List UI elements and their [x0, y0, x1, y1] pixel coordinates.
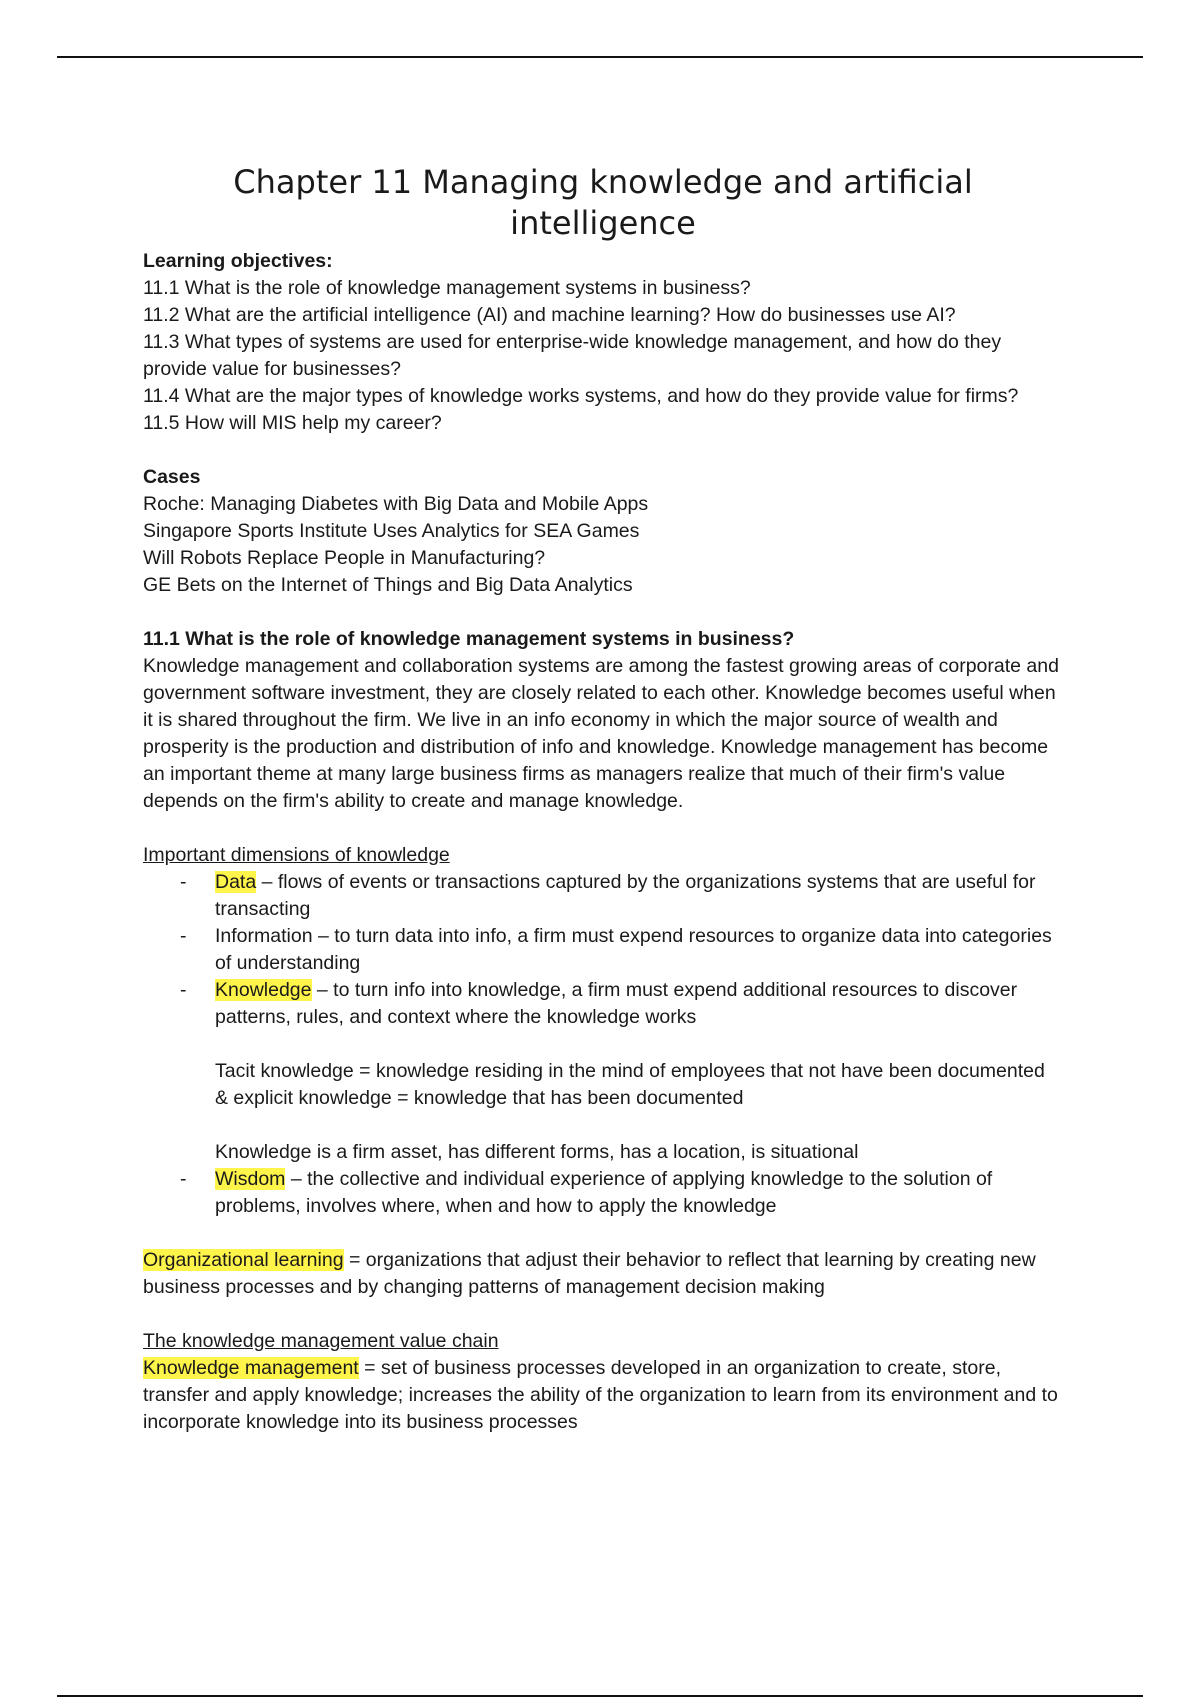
- objective-item: 11.4 What are the major types of knowledge works systems, and how do they provide value for firms?: [143, 385, 1019, 407]
- value-chain-paragraph: [143, 1355, 1063, 1436]
- definition-text: – the collective and individual experience of applying knowledge to the solution of problems, involves where, when and how to apply the knowledge: [215, 1168, 993, 1217]
- definition-text: – to turn info into knowledge, a firm must expend additional resources to discover patterns, rules, and context where the knowledge works: [215, 979, 1018, 1028]
- org-learning-paragraph: [143, 1247, 1063, 1301]
- dash-bullet: -: [180, 925, 187, 947]
- section-paragraph: Knowledge management and collaboration systems are among the fastest growing areas of corporate and government software investment, they are closely related to each other. Knowledge becomes useful when it is shared throughout the firm. We live in an info economy in which the major source of wealth and prosperity is the production and distribution of info and knowledge. Knowledge management has become an important theme at many large business firms as managers realize that much of their firm's value depends on the firm's ability to create and manage knowledge.: [143, 655, 1059, 812]
- case-item: Roche: Managing Diabetes with Big Data and Mobile Apps: [143, 493, 649, 515]
- objective-item: 11.5 How will MIS help my career?: [143, 412, 442, 434]
- case-item: Singapore Sports Institute Uses Analytics for SEA Games: [143, 520, 640, 542]
- wisdom-list: [143, 1166, 1063, 1220]
- dash-bullet: -: [180, 979, 187, 1001]
- list-item: [180, 869, 1063, 923]
- definition-text: – flows of events or transactions captured by the organizations systems that are useful for transacting: [215, 871, 1036, 920]
- highlighted-term: Data: [215, 871, 257, 893]
- tacit-note: Tacit knowledge = knowledge residing in the mind of employees that not have been documented & explicit knowledge = knowledge that has been documented: [215, 1060, 1045, 1109]
- list-item: [180, 977, 1063, 1031]
- dash-bullet: -: [180, 871, 187, 893]
- asset-note: Knowledge is a firm asset, has different forms, has a location, is situational: [215, 1141, 859, 1163]
- top-rule: [57, 56, 1143, 58]
- cases-list: [143, 491, 1063, 599]
- document-page: [143, 162, 1063, 1436]
- case-item: Will Robots Replace People in Manufacturing?: [143, 547, 546, 569]
- objectives-list: [143, 275, 1063, 437]
- definition-text: Information – to turn data into info, a firm must expend resources to organize data into categories of understanding: [215, 925, 1052, 974]
- list-item: [180, 923, 1063, 977]
- objective-item: 11.1 What is the role of knowledge management systems in business?: [143, 277, 751, 299]
- list-item: [180, 1166, 1063, 1220]
- definition-text: = organizations that adjust their behavior to reflect that learning by creating new business processes and by changing patterns of management decision making: [143, 1249, 1036, 1298]
- value-chain-heading: The knowledge management value chain: [143, 1330, 499, 1352]
- definition-text: = set of business processes developed in an organization to create, store, transfer and apply knowledge; increases the ability of the organization to learn from its environment and to incorporate knowledge into its business processes: [143, 1357, 1058, 1433]
- section-heading: 11.1 What is the role of knowledge management systems in business?: [143, 628, 795, 650]
- dimensions-heading: Important dimensions of knowledge: [143, 844, 450, 866]
- cases-heading: Cases: [143, 466, 201, 488]
- objective-item: 11.3 What types of systems are used for enterprise-wide knowledge management, and how do they provide value for businesses?: [143, 331, 1002, 380]
- highlighted-term: Knowledge: [215, 979, 312, 1001]
- highlighted-term: Organizational learning: [143, 1249, 344, 1271]
- knowledge-notes: [143, 1058, 1063, 1166]
- highlighted-term: Wisdom: [215, 1168, 286, 1190]
- bottom-rule: [57, 1695, 1143, 1697]
- case-item: GE Bets on the Internet of Things and Big Data Analytics: [143, 574, 633, 596]
- dimensions-list: [143, 869, 1063, 1031]
- chapter-title: Chapter 11 Managing knowledge and artificial intelligence: [233, 163, 973, 242]
- objective-item: 11.2 What are the artificial intelligence (AI) and machine learning? How do businesses use AI?: [143, 304, 956, 326]
- highlighted-term: Knowledge management: [143, 1357, 359, 1379]
- dash-bullet: -: [180, 1168, 187, 1190]
- objectives-heading: Learning objectives:: [143, 250, 333, 272]
